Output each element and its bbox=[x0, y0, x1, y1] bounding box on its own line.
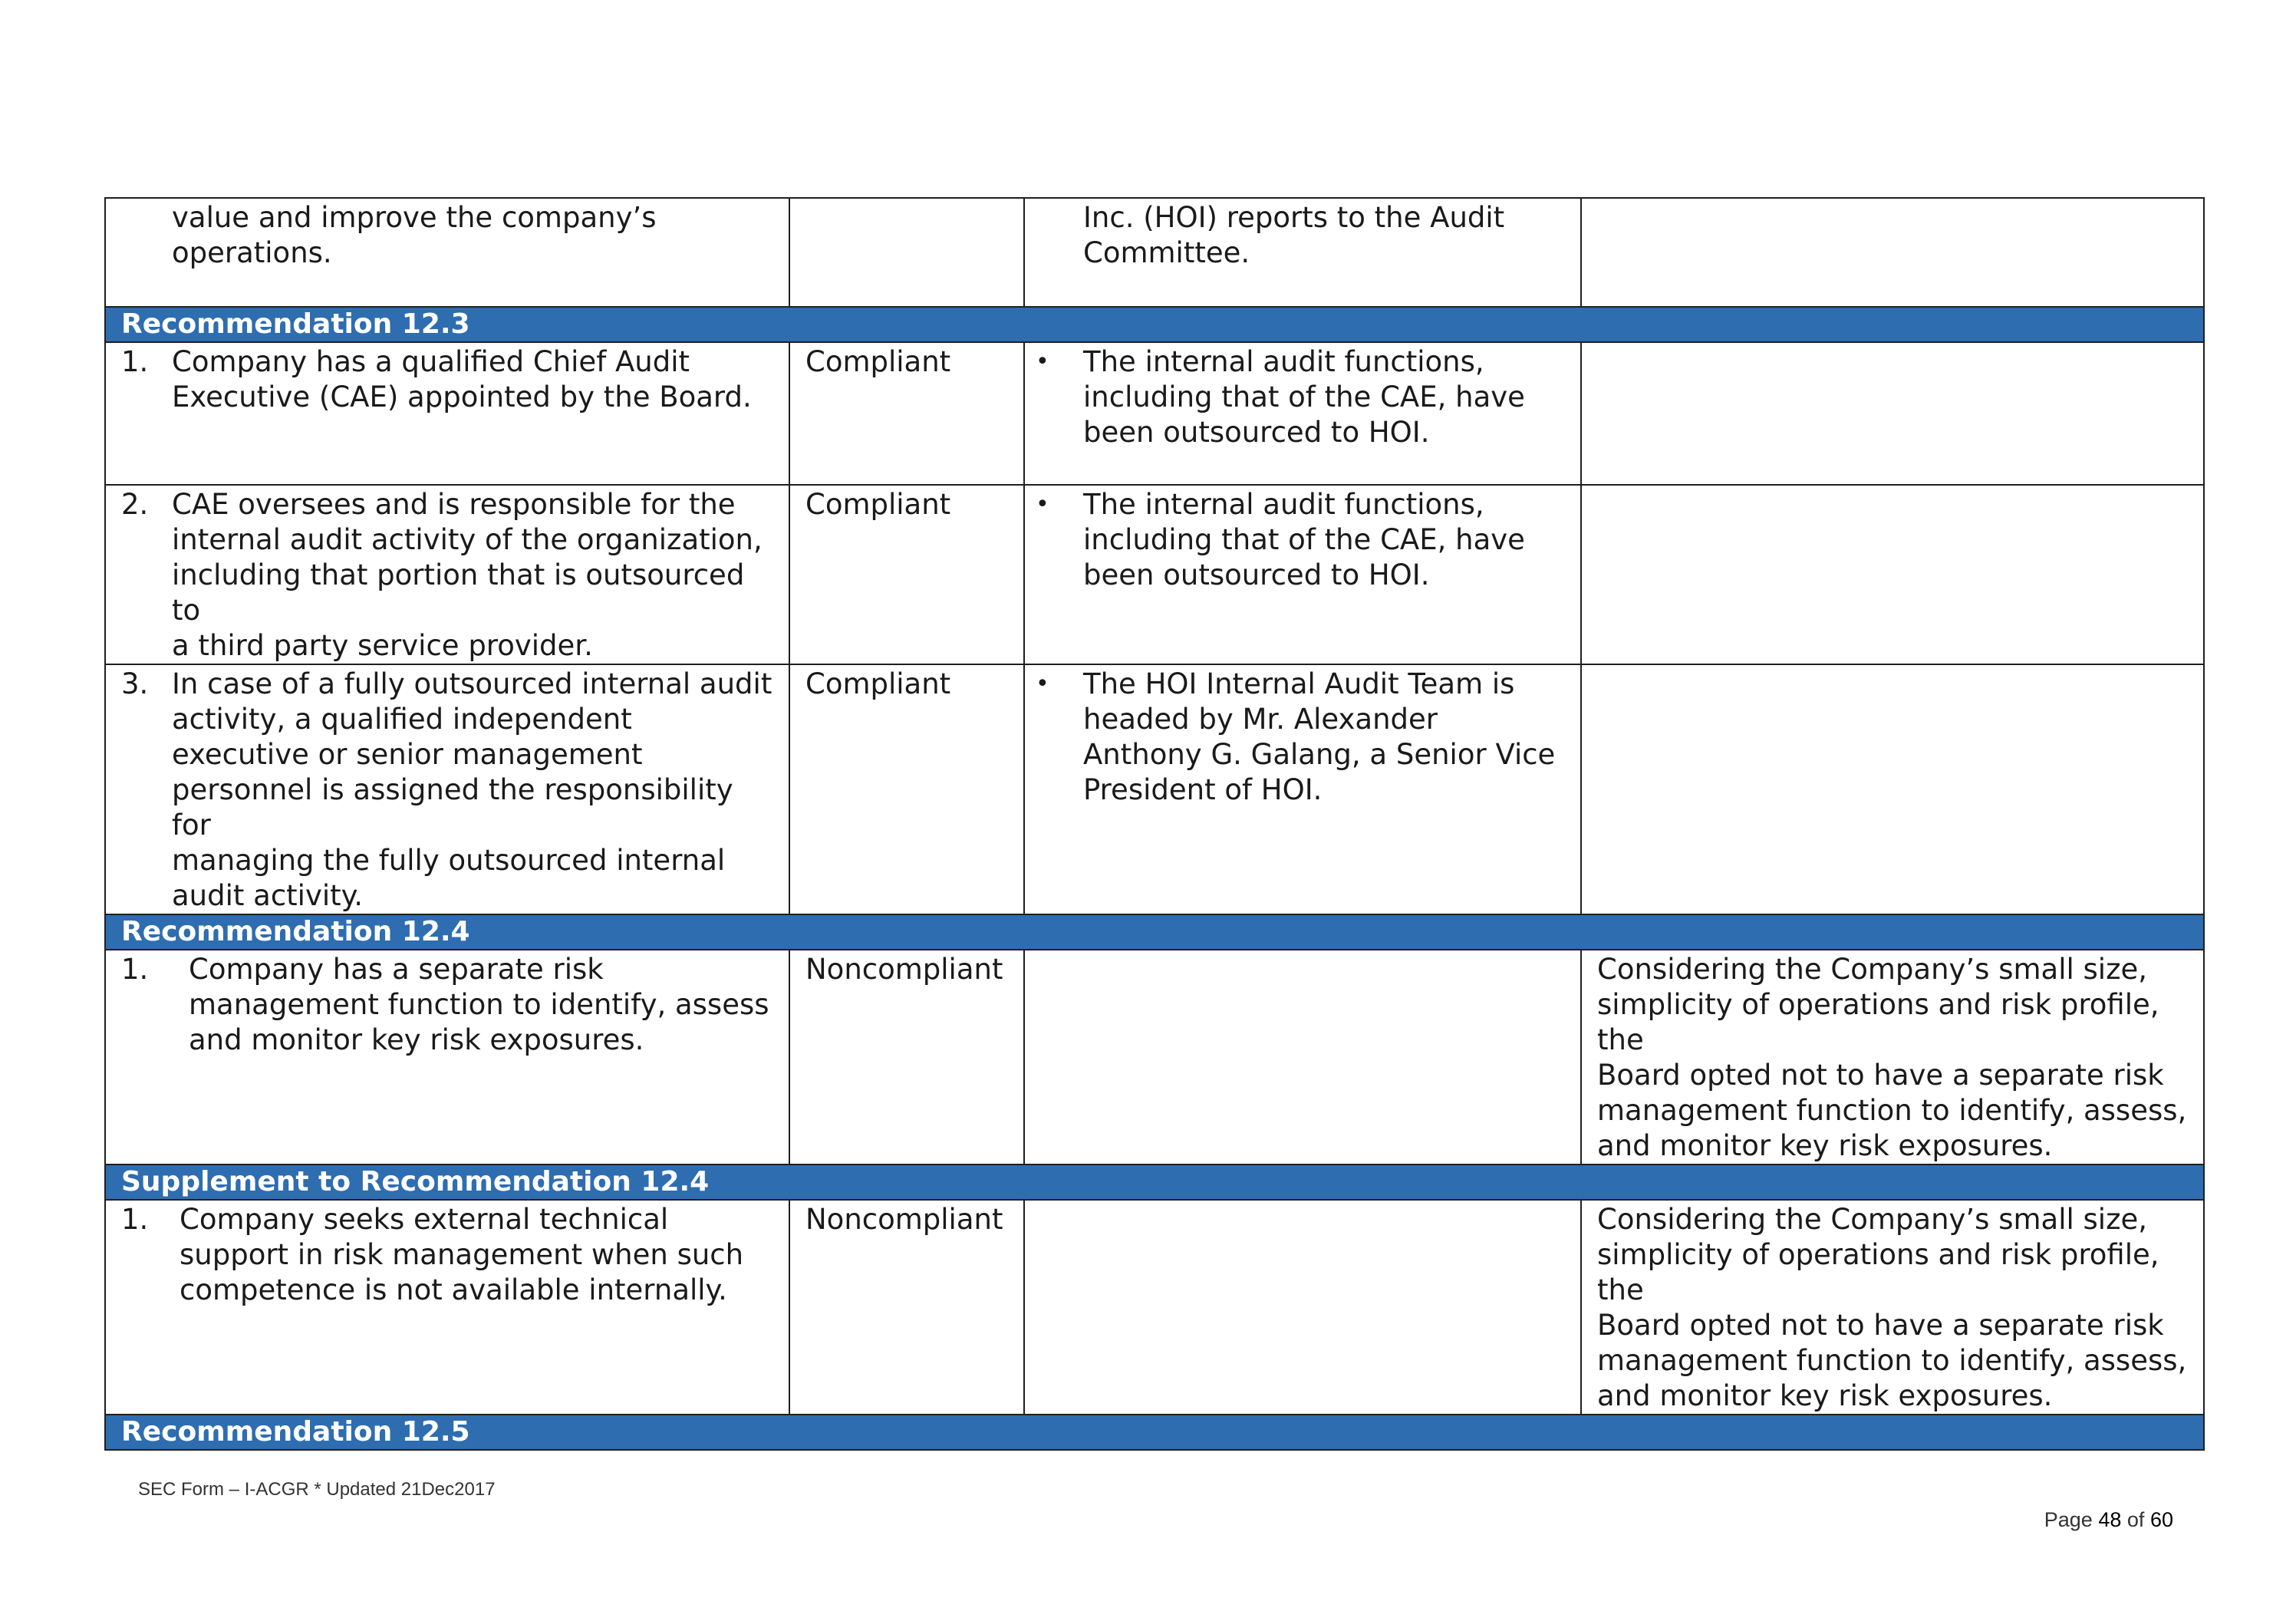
compliance-status: Compliant bbox=[805, 667, 951, 700]
explanation-cell bbox=[1581, 1200, 2204, 1415]
page-total: 60 bbox=[2149, 1508, 2173, 1531]
table-row bbox=[105, 485, 2204, 664]
item-text: CAE oversees and is responsible for the internal audit activity of the organization, including that portion that is outsourced to a third party service provider. bbox=[172, 488, 763, 662]
item-text: Company has a qualified Chief Audit Executive (CAE) appointed by the Board. bbox=[172, 345, 752, 413]
compliance-status: Compliant bbox=[805, 345, 951, 378]
details-cell bbox=[1024, 1200, 1581, 1415]
recommendation-cell bbox=[105, 950, 789, 1164]
recommendation-cell bbox=[105, 198, 789, 307]
section-header-row bbox=[105, 914, 2204, 950]
bullet-item bbox=[1025, 486, 1580, 593]
item-text: In case of a fully outsourced internal audit activity, a qualified independent executive or senior management personnel is assigned the responsibility for managing the fully outsourced internal audit activity. bbox=[172, 667, 772, 912]
compliance-status-cell bbox=[789, 664, 1024, 914]
compliance-status-cell bbox=[789, 485, 1024, 664]
section-title: Supplement to Recommendation 12.4 bbox=[105, 1164, 2204, 1200]
compliance-status: Compliant bbox=[805, 488, 951, 521]
section-title: Recommendation 12.3 bbox=[105, 307, 2204, 342]
page-number-indicator bbox=[2044, 1508, 2173, 1532]
table-row bbox=[105, 342, 2204, 485]
item-number: 2. bbox=[121, 488, 149, 521]
details-cell bbox=[1024, 198, 1581, 307]
numbered-item bbox=[106, 1201, 789, 1308]
recommendation-cell bbox=[105, 485, 789, 664]
section-header-row bbox=[105, 1415, 2204, 1450]
compliance-status-cell bbox=[789, 1200, 1024, 1415]
section-header-row bbox=[105, 1164, 2204, 1200]
table-row bbox=[105, 1200, 2204, 1415]
page-prefix: Page bbox=[2044, 1508, 2093, 1531]
section-title: Recommendation 12.5 bbox=[105, 1415, 2204, 1450]
table-row bbox=[105, 664, 2204, 914]
compliance-status-cell bbox=[789, 950, 1024, 1164]
bullet-text: The HOI Internal Audit Team is headed by Mr. Alexander Anthony G. Galang, a Senior Vice President of HOI. bbox=[1083, 667, 1556, 806]
numbered-item bbox=[106, 665, 789, 914]
compliance-status-cell bbox=[789, 198, 1024, 307]
item-number: 1. bbox=[121, 1203, 149, 1236]
section-title: Recommendation 12.4 bbox=[105, 914, 2204, 950]
numbered-item bbox=[106, 950, 789, 1058]
bullet-text: The internal audit functions, including that of the CAE, have been outsourced to HOI. bbox=[1083, 488, 1525, 591]
table-row-continuation bbox=[105, 198, 2204, 307]
details-cell bbox=[1024, 664, 1581, 914]
item-text: Company seeks external technical support in risk management when such competence is not available internally. bbox=[180, 1203, 744, 1306]
page-number: 48 bbox=[2098, 1508, 2122, 1531]
bullet-icon: • bbox=[1036, 348, 1049, 375]
section-header-row bbox=[105, 307, 2204, 342]
table-row bbox=[105, 950, 2204, 1164]
explanation-cell bbox=[1581, 342, 2204, 485]
compliance-status: Noncompliant bbox=[805, 1203, 1003, 1236]
recommendation-cell bbox=[105, 664, 789, 914]
continued-detail: Inc. (HOI) reports to the Audit Committee. bbox=[1083, 201, 1505, 269]
bullet-item bbox=[1025, 343, 1580, 450]
details-cell bbox=[1024, 342, 1581, 485]
bullet-item bbox=[1025, 665, 1580, 808]
explanation-cell bbox=[1581, 485, 2204, 664]
recommendation-cell bbox=[105, 1200, 789, 1415]
item-number: 1. bbox=[121, 345, 149, 378]
compliance-status: Noncompliant bbox=[805, 953, 1003, 986]
bullet-icon: • bbox=[1036, 491, 1049, 518]
compliance-status-cell bbox=[789, 342, 1024, 485]
numbered-item bbox=[106, 486, 789, 664]
item-text: Company has a separate risk management function to identify, assess and monitor key risk exposures. bbox=[189, 953, 769, 1056]
continued-text: value and improve the company’s operations. bbox=[172, 201, 657, 269]
recommendation-cell bbox=[105, 342, 789, 485]
bullet-icon: • bbox=[1036, 670, 1049, 697]
page-of: of bbox=[2126, 1508, 2145, 1531]
explanation-text: Considering the Company’s small size, simplicity of operations and risk profile, the Board opted not to have a separate risk management function to identify, assess, and monitor key risk exposures. bbox=[1597, 1203, 2187, 1412]
explanation-cell bbox=[1581, 950, 2204, 1164]
numbered-item bbox=[106, 343, 789, 415]
item-number: 1. bbox=[121, 953, 149, 986]
form-label: SEC Form – I-ACGR * Updated 21Dec2017 bbox=[138, 1479, 496, 1500]
details-cell bbox=[1024, 485, 1581, 664]
details-cell bbox=[1024, 950, 1581, 1164]
explanation-cell bbox=[1581, 664, 2204, 914]
acgr-compliance-table bbox=[104, 197, 2205, 1451]
bullet-text: The internal audit functions, including that of the CAE, have been outsourced to HOI. bbox=[1083, 345, 1525, 449]
explanation-text: Considering the Company’s small size, simplicity of operations and risk profile, the Board opted not to have a separate risk management function to identify, assess, and monitor key risk exposures. bbox=[1597, 953, 2187, 1162]
item-number: 3. bbox=[121, 667, 149, 700]
explanation-cell bbox=[1581, 198, 2204, 307]
